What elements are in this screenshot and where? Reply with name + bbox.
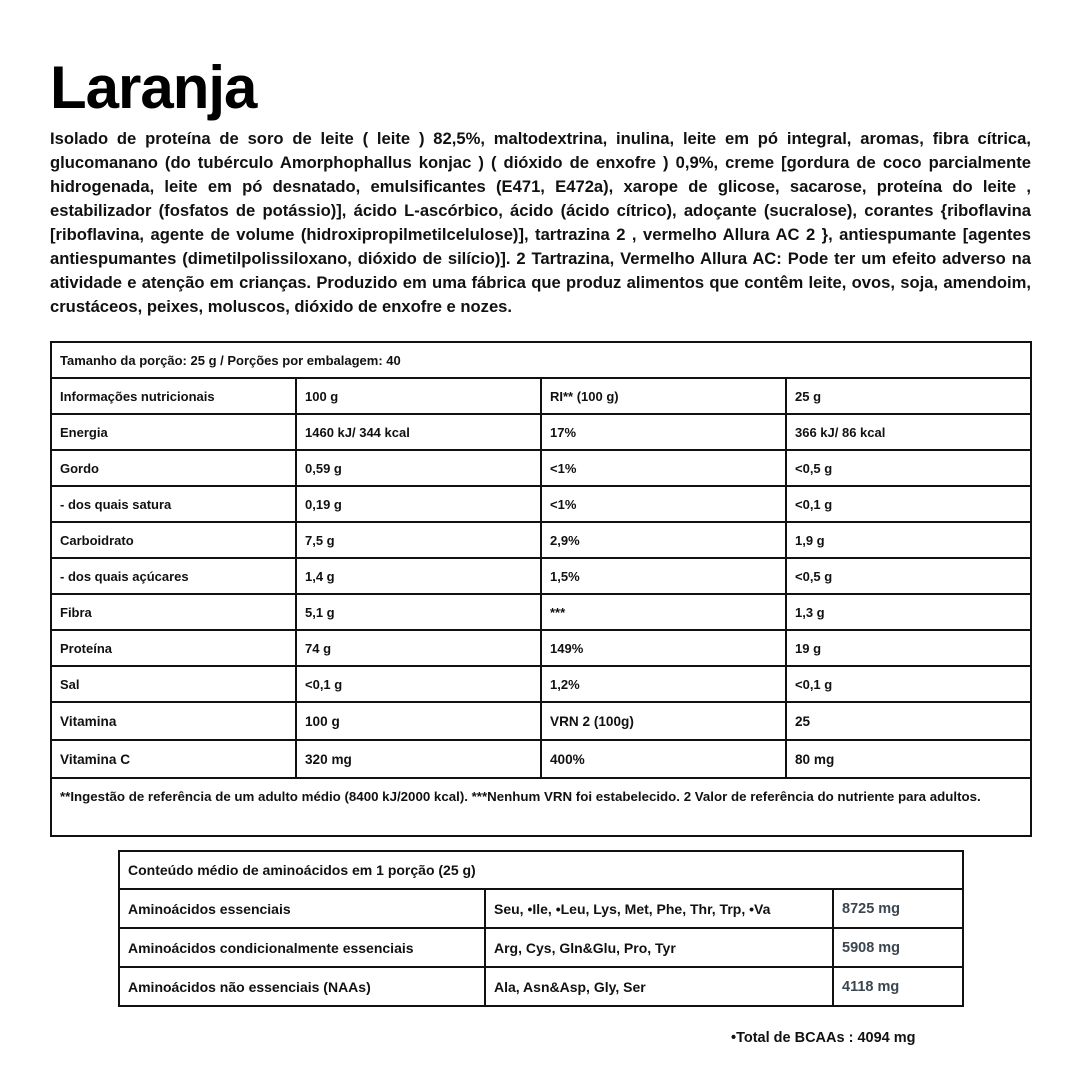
value-ri: 400% [541,740,786,778]
nutrition-row [51,594,1031,630]
value-ri: *** [541,594,786,630]
amino-amount: 8725 mg [833,889,963,928]
value-25g: 80 mg [786,740,1031,778]
product-title: Laranja [50,54,257,121]
value-100g: 0,59 g [296,450,541,486]
value-25g: 25 [786,702,1031,740]
value-25g: <0,1 g [786,666,1031,702]
nutrient-name: Carboidrato [51,522,296,558]
nutrition-row [51,630,1031,666]
value-100g: 0,19 g [296,486,541,522]
amino-amount: 5908 mg [833,928,963,967]
header-cell: 25 g [786,378,1031,414]
nutrition-row [51,740,1031,778]
amino-category: Aminoácidos essenciais [119,889,485,928]
amino-row [119,889,963,928]
value-100g: 1460 kJ/ 344 kcal [296,414,541,450]
nutrient-name: Fibra [51,594,296,630]
amino-amount: 4118 mg [833,967,963,1006]
value-ri: 1,5% [541,558,786,594]
value-25g: <0,5 g [786,450,1031,486]
nutrient-name: Sal [51,666,296,702]
value-25g: 1,9 g [786,522,1031,558]
amino-category: Aminoácidos condicionalmente essenciais [119,928,485,967]
amino-header: Conteúdo médio de aminoácidos em 1 porção (25 g) [119,851,963,889]
value-100g: 74 g [296,630,541,666]
nutrient-name: Gordo [51,450,296,486]
value-25g: 19 g [786,630,1031,666]
amino-acid-table [118,850,964,1007]
value-25g: <0,5 g [786,558,1031,594]
value-100g: 100 g [296,702,541,740]
nutrient-name: Energia [51,414,296,450]
amino-row [119,928,963,967]
nutrition-row [51,558,1031,594]
value-25g: 366 kJ/ 86 kcal [786,414,1031,450]
header-cell: 100 g [296,378,541,414]
nutrient-name: - dos quais satura [51,486,296,522]
value-ri: 17% [541,414,786,450]
amino-row [119,967,963,1006]
serving-info: Tamanho da porção: 25 g / Porções por embalagem: 40 [51,342,1031,378]
ingredients-text: Isolado de proteína de soro de leite ( leite ) 82,5%, maltodextrina, inulina, leite em pó integral, aromas, fibra cítrica, glucomanano (do tubérculo Amorphophallus konjac ) ( dióxido de enxofre ) 0,9%, creme [gordura de coco parcialmente hidrogenada, leite em pó desnatado, emulsificantes (E471, E472a), xarope de glicose, sacarose, proteína do leite , estabilizador (fosfatos de potássio)], ácido L-ascórbico, ácido (ácido cítrico), adoçante (sucralose), corantes {riboflavina [riboflavina, agente de volume (hidroxipropilmetilcelulose)], tartrazina 2 , vermelho Allura AC 2 }, antiespumante [agentes antiespumantes (dimetilpolissiloxano, dióxido de silício)]. 2 Tartrazina, Vermelho Allura AC: Pode ter um efeito adverso na atividade e atenção em crianças. Produzido em uma fábrica que produz alimentos que contêm leite, ovos, soja, amendoim, crustáceos, peixes, moluscos, dióxido de enxofre e nozes. [50,129,1031,316]
value-ri: 149% [541,630,786,666]
value-ri: 2,9% [541,522,786,558]
nutrition-row [51,414,1031,450]
value-100g: 5,1 g [296,594,541,630]
amino-list: Seu, •Ile, •Leu, Lys, Met, Phe, Thr, Trp, •Va [485,889,833,928]
nutrition-row [51,450,1031,486]
nutrient-name: Vitamina C [51,740,296,778]
amino-list: Arg, Cys, Gln&Glu, Pro, Tyr [485,928,833,967]
nutrition-row [51,522,1031,558]
header-cell: Informações nutricionais [51,378,296,414]
value-ri: <1% [541,486,786,522]
value-100g: 7,5 g [296,522,541,558]
nutrition-row [51,666,1031,702]
nutrient-name: Proteína [51,630,296,666]
serving-row [51,342,1031,378]
nutrition-header-row [51,378,1031,414]
nutrient-name: Vitamina [51,702,296,740]
header-cell: RI** (100 g) [541,378,786,414]
value-100g: 320 mg [296,740,541,778]
nutrition-table [50,341,1032,837]
nutrition-row [51,702,1031,740]
nutrition-footnote: **Ingestão de referência de um adulto médio (8400 kJ/2000 kcal). ***Nenhum VRN foi estabelecido. 2 Valor de referência do nutriente para adultos. [51,778,1031,836]
value-25g: 1,3 g [786,594,1031,630]
amino-category: Aminoácidos não essenciais (NAAs) [119,967,485,1006]
value-ri: <1% [541,450,786,486]
nutrition-row [51,486,1031,522]
value-ri: VRN 2 (100g) [541,702,786,740]
amino-header-row [119,851,963,889]
amino-list: Ala, Asn&Asp, Gly, Ser [485,967,833,1006]
value-100g: 1,4 g [296,558,541,594]
bcaa-total: •Total de BCAAs : 4094 mg [731,1030,916,1046]
value-25g: <0,1 g [786,486,1031,522]
footnote-row [51,778,1031,836]
value-ri: 1,2% [541,666,786,702]
nutrient-name: - dos quais açúcares [51,558,296,594]
value-100g: <0,1 g [296,666,541,702]
